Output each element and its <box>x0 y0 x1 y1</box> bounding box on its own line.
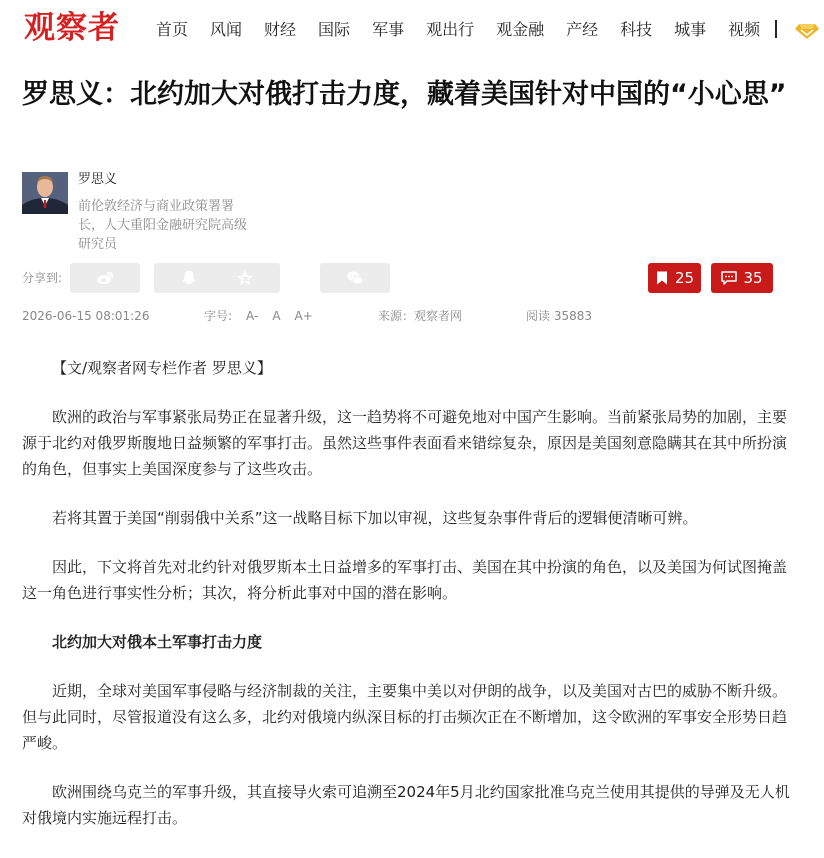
view-count: 阅读 35883 <box>526 309 592 323</box>
qzone-icon <box>236 269 254 287</box>
nav-item-military[interactable]: 军事 <box>372 20 405 39</box>
article-byline: 【文/观察者网专栏作者 罗思义】 <box>52 359 272 377</box>
nav-item-fintech[interactable]: 观金融 <box>496 20 545 39</box>
nav-item-travel[interactable]: 观出行 <box>426 20 475 39</box>
article-subheading: 北约加大对俄本土军事打击力度 <box>52 633 263 651</box>
bookmark-icon <box>655 271 669 285</box>
font-size-controls <box>204 308 313 324</box>
share-qzone-button[interactable] <box>210 263 280 293</box>
wechat-icon <box>346 269 364 287</box>
font-size-decrease-button[interactable]: A- <box>246 309 259 323</box>
share-weibo-button[interactable] <box>70 263 140 293</box>
share-wechat-button[interactable] <box>320 263 390 293</box>
nav-item-fengwen[interactable]: 风闻 <box>210 20 243 39</box>
comment-icon <box>721 271 737 285</box>
nav-item-international[interactable]: 国际 <box>318 20 351 39</box>
nav-separator <box>775 20 777 38</box>
article-paragraph: 欧洲围绕乌克兰的军事升级，其直接导火索可追溯至2024年5月北约国家批准乌克兰使用其提供的导弹及无人机对俄境内实施远程打击。 <box>22 783 790 827</box>
font-size-label: 字号: <box>204 309 233 323</box>
comment-button[interactable] <box>711 263 773 293</box>
font-size-increase-button[interactable]: A+ <box>294 309 313 323</box>
article-paragraph: 若将其置于美国“削弱俄中关系”这一战略目标下加以审视，这些复杂事件背后的逻辑便清晰可辨。 <box>52 509 698 527</box>
main-nav <box>156 17 782 43</box>
font-size-normal-button[interactable]: A <box>272 309 281 323</box>
article-paragraph: 欧洲的政治与军事紧张局势正在显著升级，这一趋势将不可避免地对中国产生影响。当前紧张局势的加剧，主要源于北约对俄罗斯腹地日益频繁的军事打击。虽然这些事件表面看来错综复杂，原因是美国刻意隐瞒其在其中所扮演的角色，但事实上美国深度参与了这些攻击。 <box>22 408 788 478</box>
vip-diamond-icon[interactable] <box>795 22 819 40</box>
nav-item-video[interactable]: 视频 <box>728 20 761 39</box>
article-body <box>22 355 800 854</box>
nav-item-industry[interactable]: 产经 <box>566 20 599 39</box>
author-bio: 前伦敦经济与商业政策署署长，人大重阳金融研究院高级研究员 <box>78 199 248 252</box>
share-label: 分享到: <box>22 271 63 285</box>
top-navigation-bar <box>0 0 824 58</box>
nav-item-finance[interactable]: 财经 <box>264 20 297 39</box>
nav-item-home[interactable]: 首页 <box>156 20 189 39</box>
article-paragraph: 因此，下文将首先对北约针对俄罗斯本土日益增多的军事打击、美国在其中扮演的角色，以及美国为何试图掩盖这一角色进行事实性分析；其次，将分析此事对中国的潜在影响。 <box>22 558 788 602</box>
weibo-icon <box>96 269 114 287</box>
collect-count: 25 <box>674 269 695 287</box>
qq-icon <box>180 269 198 287</box>
comment-count: 35 <box>743 269 763 287</box>
nav-item-city[interactable]: 城事 <box>674 20 707 39</box>
article-title: 罗思义：北约加大对俄打击力度，藏着美国针对中国的“小心思” <box>22 79 787 110</box>
nav-item-tech[interactable]: 科技 <box>620 20 653 39</box>
author-avatar[interactable] <box>22 172 68 214</box>
author-name[interactable]: 罗思义 <box>78 172 118 187</box>
publish-datetime: 2026-06-15 08:01:26 <box>22 309 150 323</box>
collect-button[interactable] <box>648 263 701 293</box>
article-paragraph: 近期，全球对美国军事侵略与经济制裁的关注，主要集中美以对伊朗的战争，以及美国对古巴的威胁不断升级。但与此同时，尽管报道没有这么多，北约对俄境内纵深目标的打击频次正在不断增加，这令欧洲的军事安全形势日趋严峻。 <box>22 682 788 752</box>
site-logo[interactable]: 观察者 <box>24 10 120 46</box>
article-source: 来源：观察者网 <box>378 309 463 323</box>
